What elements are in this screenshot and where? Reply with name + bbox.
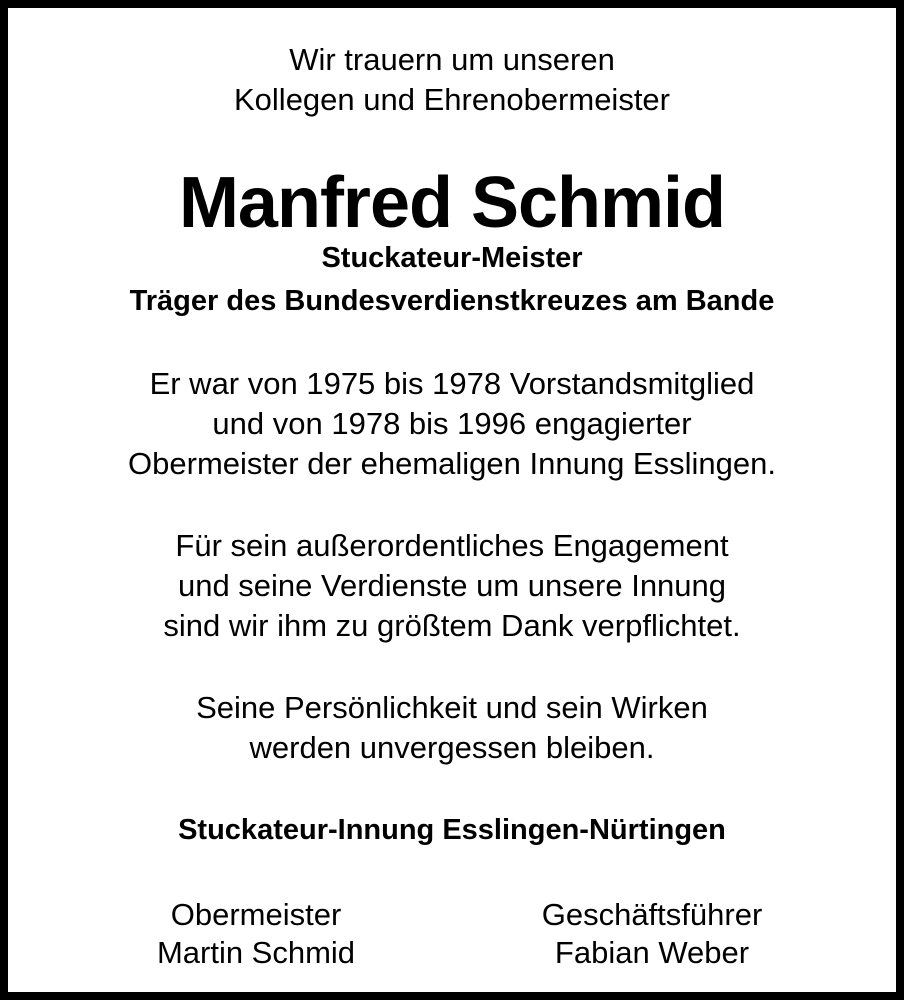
- paragraph-1-line-1: Er war von 1975 bis 1978 Vorstandsmitglied: [149, 366, 755, 401]
- paragraph-2-line-1: Für sein außerordentliches Engagement: [175, 528, 729, 563]
- intro-line-2: Kollegen und Ehrenobermeister: [234, 82, 670, 117]
- deceased-honor: Träger des Bundesverdienstkreuzes am Bande: [129, 285, 775, 317]
- organization-name: Stuckateur-Innung Esslingen-Nürtingen: [178, 814, 726, 846]
- paragraph-3-line-2: werden unvergessen bleiben.: [249, 730, 655, 765]
- signatory-name: Martin Schmid: [156, 935, 356, 970]
- signatory-right: [502, 896, 802, 972]
- paragraph-1-line-2: und von 1978 bis 1996 engagierter: [212, 406, 692, 441]
- signatory-name: Fabian Weber: [554, 935, 750, 970]
- signatory-role: Obermeister: [170, 897, 342, 932]
- intro-line-1: Wir trauern um unseren: [289, 42, 615, 77]
- paragraph-2-line-3: sind wir ihm zu größtem Dank verpflichtet.: [163, 608, 741, 643]
- paragraph-3-line-1: Seine Persönlichkeit und sein Wirken: [196, 690, 708, 725]
- paragraph-1-line-3: Obermeister der ehemaligen Innung Esslingen.: [128, 446, 776, 481]
- deceased-profession: Stuckateur-Meister: [321, 242, 583, 274]
- deceased-name: Manfred Schmid: [178, 163, 726, 243]
- paragraph-2-line-2: und seine Verdienste um unsere Innung: [177, 568, 727, 603]
- signatory-left: [106, 896, 406, 972]
- signatory-role: Geschäftsführer: [541, 897, 763, 932]
